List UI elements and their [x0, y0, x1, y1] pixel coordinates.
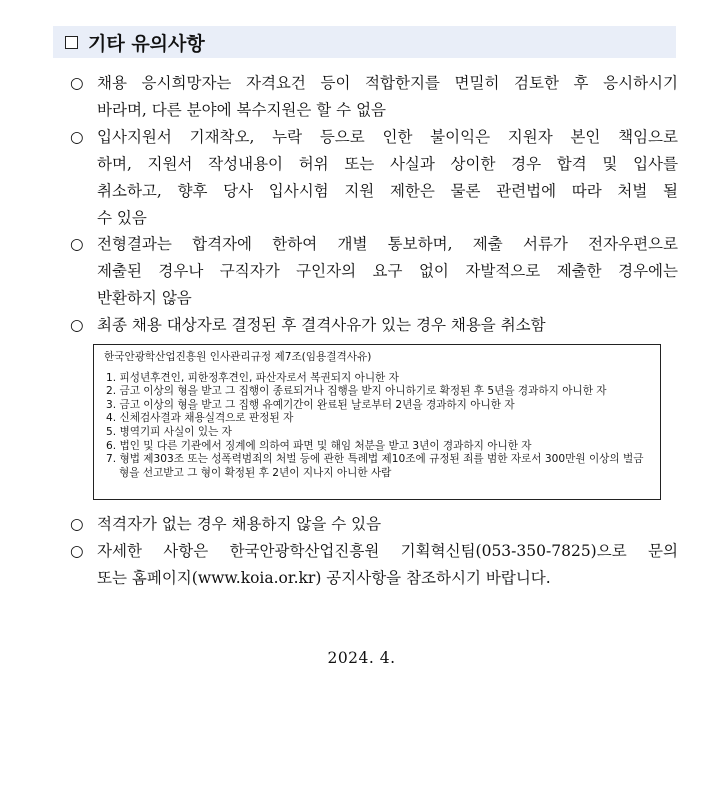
regulation-item: 5. 병역기피 사실이 있는 자: [106, 425, 232, 438]
regulation-item: 7. 형법 제303조 또는 성폭력범죄의 처벌 등에 관한 특례법 제10조에 규정된 죄를 범한 자로서 300만원 이상의 벌금형을 선고받고 그 형이 확정된 후 2년이 지나지 아니한 사람: [106, 453, 644, 479]
notice-line: 반환하지 않음: [97, 289, 192, 307]
circle-bullet-icon: ○: [70, 74, 84, 92]
notice-item-1: [70, 70, 678, 124]
circle-bullet-icon: ○: [70, 542, 84, 560]
notice-item-4: [70, 312, 678, 339]
regulation-title: 한국안광학산업진흥원 인사관리규정 제7조(임용결격사유): [104, 351, 372, 363]
notice-line: 전형결과는 합격자에 한하여 개별 통보하며, 제출 서류가 전자우편으로: [97, 235, 678, 253]
notice-line: 자세한 사항은 한국안광학산업진흥원 기획혁신팀(053-350-7825)으로 문의: [97, 542, 678, 560]
notice-item-5: [70, 511, 678, 538]
regulation-item: 1. 피성년후견인, 피한정후견인, 파산자로서 복권되지 아니한 자: [106, 371, 399, 384]
regulation-item: 3. 금고 이상의 형을 받고 그 집행 유예기간이 완료된 날로부터 2년을 경과하지 아니한 자: [106, 398, 515, 411]
notice-line: 입사지원서 기재착오, 누락 등으로 인한 불이익은 지원자 본인 책임으로: [97, 128, 678, 146]
notice-line: 채용 응시희망자는 자격요건 등이 적합한지를 면밀히 검토한 후 응시하시기: [97, 74, 678, 92]
notice-item-3: [70, 231, 678, 312]
notice-line: 바라며, 다른 분야에 복수지원은 할 수 없음: [97, 101, 387, 119]
regulation-item: 6. 법인 및 다른 기관에서 징계에 의하여 파면 및 해임 처분을 받고 3년이 경과하지 아니한 자: [106, 439, 532, 452]
circle-bullet-icon: ○: [70, 235, 84, 253]
notice-item-6: [70, 538, 678, 592]
circle-bullet-icon: ○: [70, 316, 84, 334]
regulation-box: [93, 344, 661, 500]
checkbox-square-icon: [65, 36, 78, 49]
regulation-item: 4. 신체검사결과 채용실격으로 판정된 자: [106, 412, 294, 425]
notice-line: 수 있음: [97, 209, 147, 227]
notice-line: 제출된 경우나 구직자가 구인자의 요구 없이 자발적으로 제출한 경우에는: [97, 262, 678, 280]
section-title: 기타 유의사항: [88, 32, 205, 55]
notice-line: 적격자가 없는 경우 채용하지 않을 수 있음: [97, 515, 382, 533]
regulation-item: 2. 금고 이상의 형을 받고 그 집행이 종료되거나 집행을 받지 아니하기로 확정된 후 5년을 경과하지 아니한 자: [106, 385, 607, 398]
notice-item-2: [70, 124, 678, 232]
notice-line: 하며, 지원서 작성내용이 허위 또는 사실과 상이한 경우 합격 및 입사를: [97, 155, 678, 173]
notice-line: 또는 홈페이지(www.koia.or.kr) 공지사항을 참조하시기 바랍니다.: [97, 569, 551, 587]
document-date: 2024. 4.: [327, 649, 396, 667]
notice-line: 취소하고, 향후 당사 입사시험 지원 제한은 물론 관련법에 따라 처벌 될: [97, 182, 678, 200]
circle-bullet-icon: ○: [70, 515, 84, 533]
section-header: [53, 26, 676, 58]
circle-bullet-icon: ○: [70, 128, 84, 146]
notice-line: 최종 채용 대상자로 결정된 후 결격사유가 있는 경우 채용을 취소함: [97, 316, 546, 334]
